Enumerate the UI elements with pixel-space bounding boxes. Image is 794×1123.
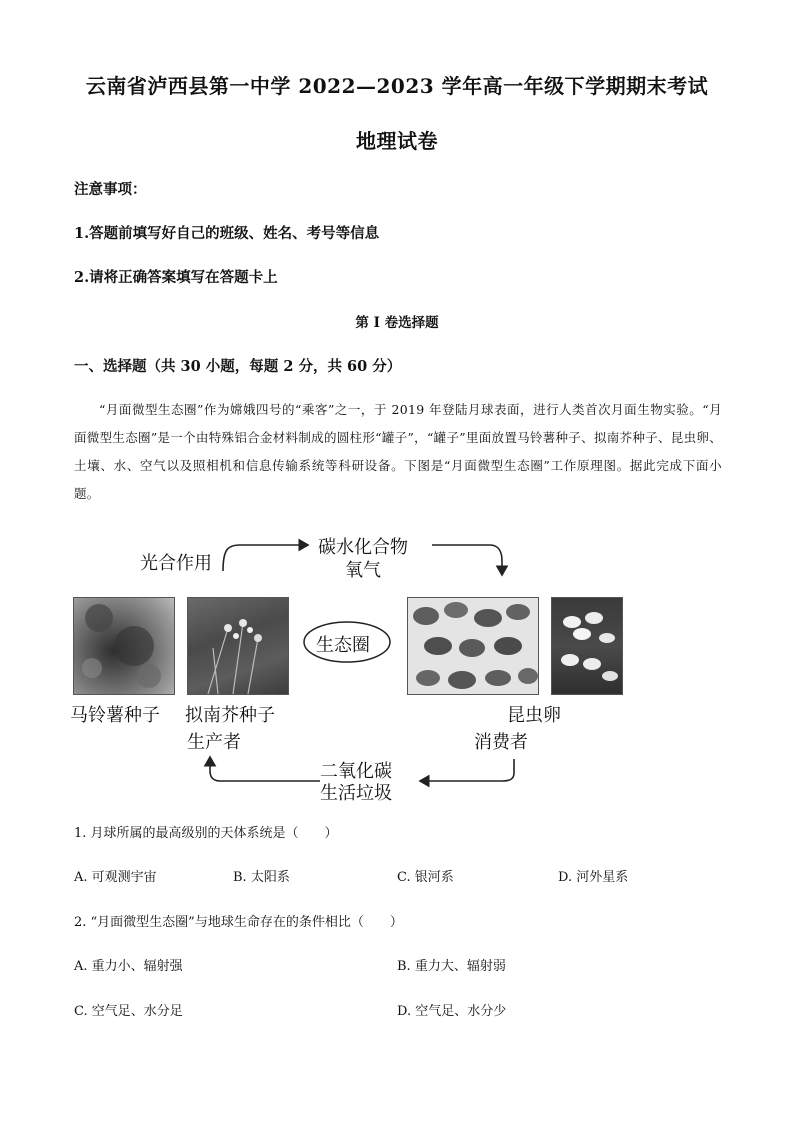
volume-title: 第 I 卷选择题 [355,315,439,331]
question-1-option-c[interactable]: C. 银河系 [397,870,454,885]
insect-eggs-image-2 [551,597,623,695]
question-2-stem: 2. “月面微型生态圈”与地球生命存在的条件相比（ ） [74,915,403,930]
domestic-waste-label: 生活垃圾 [320,783,392,804]
notice-item-1: 1.答题前填写好自己的班级、姓名、考号等信息 [74,225,380,242]
insect-eggs-image-1 [407,597,539,695]
question-1-option-b[interactable]: B. 太阳系 [233,870,290,885]
question-1-option-a[interactable]: A. 可观测宇宙 [74,870,157,885]
question-2-option-b[interactable]: B. 重力大、辐射弱 [397,959,506,974]
title-line-2: 地理试卷 [356,129,438,153]
part-title: 一、选择题（共 30 小题，每题 2 分，共 60 分） [74,358,402,375]
photosynthesis-label: 光合作用 [140,553,212,574]
carbohydrate-label: 碳水化合物 [318,537,408,558]
question-2-option-a[interactable]: A. 重力小、辐射强 [74,959,183,974]
notice-item-2: 2.请将正确答案填写在答题卡上 [74,269,278,286]
question-1-option-d[interactable]: D. 河外星系 [558,870,629,885]
potato-seed-image [73,597,175,695]
notice-heading: 注意事项： [74,181,147,198]
arabidopsis-seed-image [187,597,289,695]
title-line-1: 云南省泸西县第一中学 2022—2023 学年高一年级下学期期末考试 [85,74,709,98]
carbon-dioxide-label: 二氧化碳 [320,761,392,782]
ecosystem-diagram [70,527,630,807]
oxygen-label: 氧气 [345,560,381,581]
ecosystem-label: 生态圈 [316,635,370,656]
question-2-option-c[interactable]: C. 空气足、水分足 [74,1004,183,1019]
reading-passage: “月面微型生态圈”作为嫦娥四号的“乘客”之一，于 2019 年登陆月球表面，进行人类首次月面生物实验。“月面微型生态圈”是一个由特殊铝合金材料制成的圆柱形“罐子”，“罐子”里面放置马铃薯种子、拟南芥种子、昆虫卵、土壤、水、空气以及照相机和信息传输系统等科研设备。下图是“月面微型生态圈”工作原理图。据此完成下面小题。 [74,402,722,501]
insect-egg-label: 昆虫卵 [507,705,561,726]
question-2-option-d[interactable]: D. 空气足、水分少 [397,1004,507,1019]
potato-seed-label: 马铃薯种子 [70,705,160,726]
question-1-stem: 1. 月球所属的最高级别的天体系统是（ ） [74,826,338,841]
arabidopsis-seed-label: 拟南芥种子 [185,705,275,726]
producer-label: 生产者 [187,732,241,753]
consumer-label: 消费者 [474,732,528,753]
